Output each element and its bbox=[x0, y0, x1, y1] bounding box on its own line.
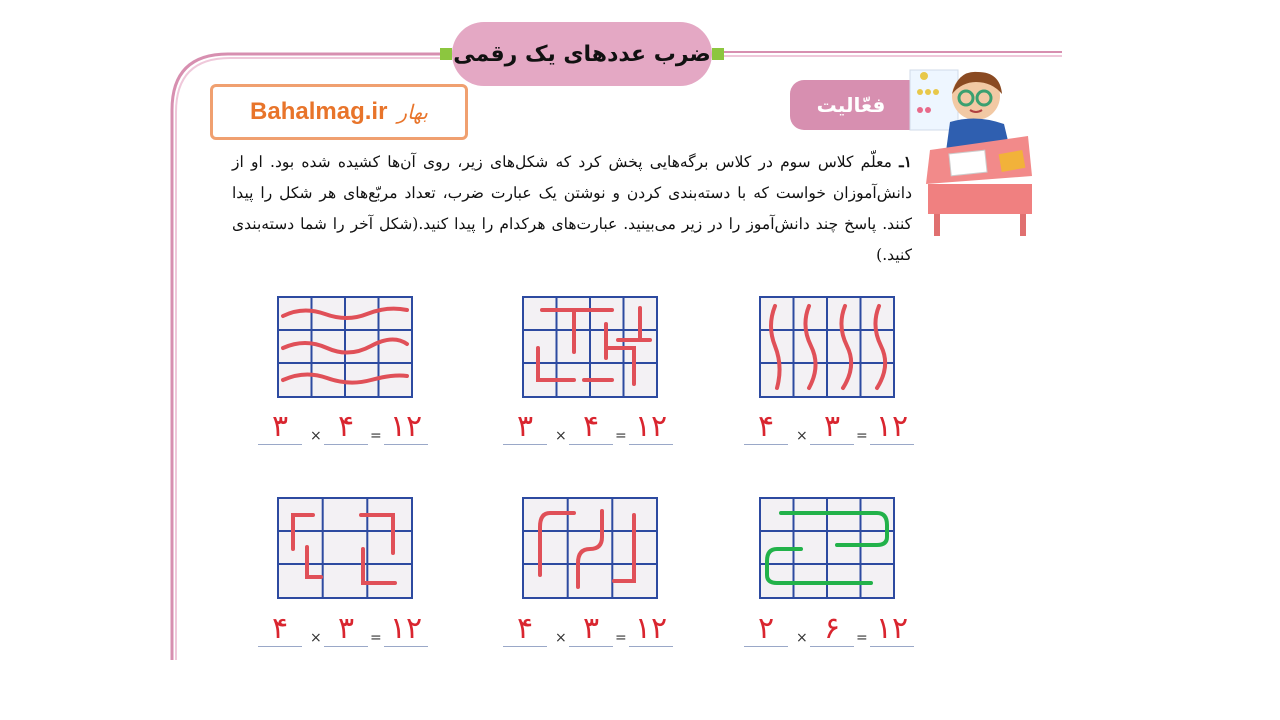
answer-result[interactable]: ۱۲ bbox=[870, 612, 914, 647]
figure-grid-top-middle bbox=[522, 296, 658, 398]
equals-sign: = bbox=[370, 428, 382, 444]
equation-top-left bbox=[258, 410, 430, 450]
answer-factor-a[interactable]: ۴ bbox=[744, 410, 788, 445]
equals-sign: = bbox=[615, 428, 627, 444]
header-left-square bbox=[440, 48, 452, 60]
answer-factor-b[interactable]: ۳ bbox=[810, 410, 854, 445]
answer-factor-b[interactable]: ۳ bbox=[569, 612, 613, 647]
figure-grid-top-left bbox=[277, 296, 413, 398]
logo-text: Bahalmag.ir bbox=[250, 98, 388, 125]
page-title: ضرب عددهای یک رقمی bbox=[452, 22, 712, 86]
answer-result[interactable]: ۱۲ bbox=[629, 410, 673, 445]
question-paragraph bbox=[232, 146, 912, 271]
equation-top-middle bbox=[503, 410, 675, 450]
equals-sign: = bbox=[856, 630, 868, 646]
answer-factor-b[interactable]: ۳ bbox=[324, 612, 368, 647]
answer-factor-b[interactable]: ۴ bbox=[324, 410, 368, 445]
answer-factor-a[interactable]: ۴ bbox=[503, 612, 547, 647]
figure-grid-top-right bbox=[759, 296, 895, 398]
activity-tab: فعّالیت bbox=[790, 80, 912, 130]
equals-sign: = bbox=[370, 630, 382, 646]
equation-bottom-left bbox=[258, 612, 430, 652]
times-sign: × bbox=[555, 630, 567, 646]
times-sign: × bbox=[310, 630, 322, 646]
question-number: ۱ـ bbox=[899, 152, 912, 171]
equals-sign: = bbox=[856, 428, 868, 444]
answer-factor-b[interactable]: ۴ bbox=[569, 410, 613, 445]
equation-bottom-middle bbox=[503, 612, 675, 652]
equation-top-right bbox=[744, 410, 916, 450]
answer-result[interactable]: ۱۲ bbox=[384, 410, 428, 445]
answer-result[interactable]: ۱۲ bbox=[629, 612, 673, 647]
student-at-desk-illustration bbox=[906, 66, 1036, 236]
answer-factor-a[interactable]: ۴ bbox=[258, 612, 302, 647]
answer-result[interactable]: ۱۲ bbox=[870, 410, 914, 445]
times-sign: × bbox=[310, 428, 322, 444]
figure-grid-bottom-left bbox=[277, 497, 413, 599]
header-right-square bbox=[712, 48, 724, 60]
answer-factor-b[interactable]: ۶ bbox=[810, 612, 854, 647]
answer-factor-a[interactable]: ۳ bbox=[503, 410, 547, 445]
times-sign: × bbox=[796, 428, 808, 444]
logo bbox=[210, 84, 468, 140]
figure-grid-bottom-right bbox=[759, 497, 895, 599]
times-sign: × bbox=[796, 630, 808, 646]
logo-mark-icon: بهار bbox=[397, 100, 428, 124]
equals-sign: = bbox=[615, 630, 627, 646]
times-sign: × bbox=[555, 428, 567, 444]
question-text: معلّم کلاس سوم در کلاس برگه‌هایی پخش کرد که شکل‌های زیر، روی آن‌ها کشیده شده بود. او از دانش‌آموزان خواست که با دسته‌بندی کردن و نوشتن یک عبارت ضرب، تعداد مربّع‌های هر شکل را پیدا کنند. پاسخ چند دانش‌آموز را در زیر می‌بینید. عبارت‌های هرکدام را پیدا کنید.(شکل آخر را شما دسته‌بندی کنید.) bbox=[232, 153, 912, 264]
answer-result[interactable]: ۱۲ bbox=[384, 612, 428, 647]
answer-factor-a[interactable]: ۲ bbox=[744, 612, 788, 647]
answer-factor-a[interactable]: ۳ bbox=[258, 410, 302, 445]
figure-grid-bottom-middle bbox=[522, 497, 658, 599]
equation-bottom-right bbox=[744, 612, 916, 652]
